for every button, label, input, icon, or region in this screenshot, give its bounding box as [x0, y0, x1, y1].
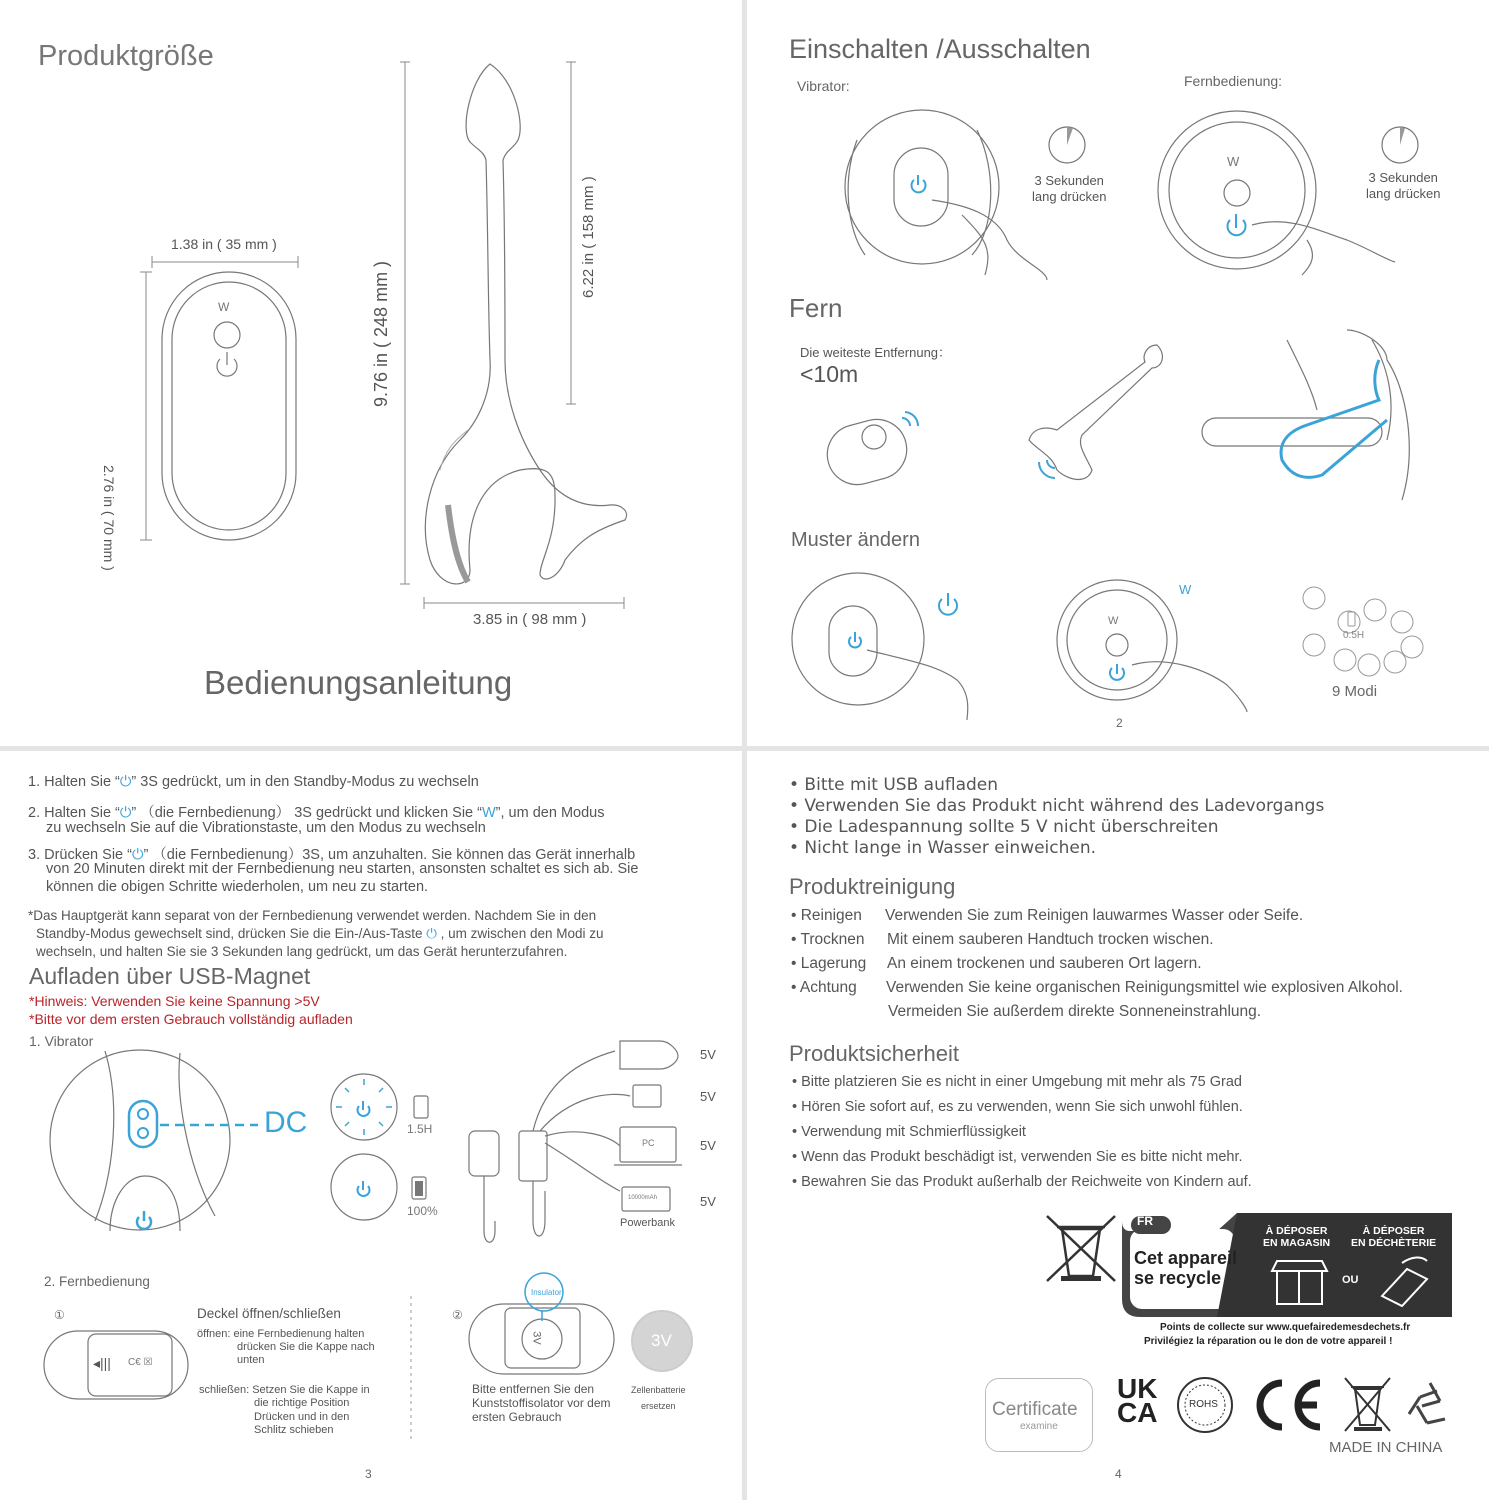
- modes-label: 9 Modi: [1332, 683, 1378, 700]
- manual-title: Bedienungsanleitung: [204, 664, 513, 701]
- page-number: 4: [1115, 1467, 1122, 1481]
- close-instructions: [199, 1384, 370, 1437]
- hold-line2: lang drücken: [1032, 189, 1107, 204]
- step1-text: 1. Halten Sie “: [28, 774, 120, 790]
- note-3: wechseln, und halten Sie sie 3 Sekunden lang gedrückt, um das Gerät herunterzufahren.: [36, 944, 568, 959]
- dim-height-label: 2.76 in ( 70 mm ): [101, 465, 117, 571]
- distance-value: <10m: [800, 361, 859, 387]
- note2b-text: , um zwischen den Modi zu: [440, 926, 604, 941]
- modes-timer: 0.5H: [1343, 630, 1365, 641]
- recycle-line1: Cet appareil: [1134, 1248, 1238, 1268]
- deposit-store-line2: EN MAGASIN: [1263, 1237, 1331, 1249]
- certificate-text: Certificate: [992, 1399, 1078, 1420]
- hold-line1: 3 Sekunden: [1368, 170, 1438, 185]
- mode-w-icon: W: [481, 805, 496, 821]
- open-line3: unten: [237, 1354, 265, 1366]
- safety-item: • Hören Sie sofort auf, es zu verwenden, wenn Sie sich unwohl fühlen.: [792, 1099, 1243, 1115]
- dc-label: DC: [264, 1106, 308, 1139]
- product-size-title: Produktgröße: [38, 40, 214, 72]
- cell-battery-text: [631, 1382, 686, 1414]
- clean-key: • Achtung: [791, 979, 857, 996]
- ce-mark-icon: C€ ☒: [128, 1357, 153, 1368]
- power-illustrations: [747, 0, 1489, 746]
- safety-item: • Verwendung mit Schmierflüssigkeit: [792, 1124, 1026, 1140]
- ukca-mark: [1117, 1373, 1158, 1428]
- collect-line2: Privilégiez la réparation ou le don de votre appareil !: [1144, 1336, 1393, 1347]
- sub-vibrator: 1. Vibrator: [29, 1033, 94, 1049]
- deposit-waste-line2: EN DÉCHÈTERIE: [1351, 1237, 1437, 1249]
- ukca-line2: CA: [1117, 1397, 1158, 1428]
- voltage-3: 5V: [700, 1138, 716, 1153]
- clean-key: • Lagerung: [791, 955, 867, 972]
- remove-line2: Kunststoffisolator vor dem: [472, 1396, 611, 1410]
- page-number: 2: [1116, 716, 1123, 730]
- remove-line1: Bitte entfernen Sie den: [472, 1382, 595, 1396]
- battery-3v-inner: 3V: [530, 1331, 543, 1345]
- charge-full: 100%: [407, 1204, 438, 1218]
- clean-extra: Vermeiden Sie außerdem direkte Sonneneinstrahlung.: [888, 1003, 1262, 1020]
- powerbank-label: Powerbank: [620, 1217, 676, 1229]
- insulator-label: Insulator: [531, 1288, 562, 1297]
- clean-value: Mit einem sauberen Handtuch trocken wischen.: [887, 931, 1214, 948]
- step2a-text: 2. Halten Sie “: [28, 805, 120, 821]
- certificate-badge: [985, 1378, 1093, 1452]
- deposit-waste-line1: À DÉPOSER: [1362, 1225, 1425, 1237]
- remote-title: Fern: [789, 293, 843, 323]
- power-title: Einschalten /Ausschalten: [789, 34, 1091, 64]
- step1b-text: ” 3S gedrückt, um in den Standby-Modus zu wechseln: [131, 774, 479, 790]
- hold-line2: lang drücken: [1366, 186, 1441, 201]
- hold-line1: 3 Sekunden: [1034, 173, 1104, 188]
- usb-note: • Nicht lange in Wasser einweichen.: [789, 838, 1097, 858]
- charge-time: 1.5H: [407, 1122, 433, 1136]
- power-icon: ⏻: [131, 847, 144, 863]
- cover-title: Deckel öffnen/schließen: [197, 1306, 341, 1321]
- note-1: *Das Hauptgerät kann separat von der Fernbedienung verwendet werden. Nachdem Sie in den: [28, 908, 597, 923]
- note2a-text: Standby-Modus gewechselt sind, drücken Sie die Ein-/Aus-Taste: [36, 926, 423, 941]
- step-3-cont2: können die obigen Schritte wiederholen, um neu zu starten.: [46, 879, 429, 895]
- close-line3: Drücken und in den: [254, 1410, 350, 1423]
- usb-note: • Verwenden Sie das Produkt nicht während des Ladevorgangs: [789, 796, 1325, 816]
- svg-text:W: W: [218, 300, 230, 314]
- svg-text:W: W: [1179, 582, 1192, 597]
- open-line2: drücken Sie die Kappe nach: [237, 1341, 375, 1353]
- step2b-text: ” （die Fernbedienung） 3S gedrückt und klicken Sie “: [131, 805, 482, 821]
- clean-key: • Trocknen: [791, 931, 865, 948]
- sub-remote: 2. Fernbedienung: [44, 1274, 150, 1289]
- power-icon: ⏻: [119, 805, 132, 821]
- powerbank-capacity: 10000mAh: [628, 1195, 658, 1201]
- remote-label: Fernbediеnung:: [1184, 73, 1283, 89]
- distance-label: Die weiteste Entfernung：: [800, 345, 952, 360]
- cell-line1: Zellenbatterie: [631, 1385, 686, 1395]
- open-line1: öffnen: eine Fernbedienung halten: [197, 1328, 365, 1340]
- deposit-waste: [1351, 1225, 1436, 1249]
- pc-label: PC: [642, 1138, 655, 1148]
- page-power-remote-pattern: [747, 0, 1489, 746]
- deposit-store: [1263, 1225, 1330, 1249]
- svg-text:W: W: [1108, 615, 1119, 627]
- dim-width-label: 1.38 in ( 35 mm ): [171, 236, 277, 252]
- page-number: 3: [365, 1467, 372, 1481]
- warning-full-charge: *Bitte vor dem ersten Gebrauch vollständig aufladen: [29, 1011, 353, 1027]
- safety-title: Produktsicherheit: [789, 1041, 959, 1066]
- usb-note: • Die Ladespannung sollte 5 V nicht überschreiten: [789, 817, 1219, 837]
- safety-item: • Wenn das Produkt beschädigt ist, verwenden Sie es bitte nicht mehr.: [792, 1149, 1243, 1165]
- step2c-text: ”, um den Modus: [495, 805, 605, 821]
- deposit-store-line1: À DÉPOSER: [1265, 1225, 1328, 1237]
- cell-line2: ersetzen: [641, 1401, 676, 1411]
- page-instructions-charging: [0, 751, 742, 1500]
- pattern-title: Muster ändern: [791, 529, 920, 551]
- clean-value: Verwenden Sie zum Reinigen lauwarmes Wasser oder Seife.: [885, 907, 1304, 924]
- clean-key: • Reinigen: [791, 907, 862, 924]
- close-line2: die richtige Position: [254, 1397, 350, 1410]
- or-label: OU: [1342, 1274, 1359, 1286]
- step-3-cont1: von 20 Minuten direkt mit der Fernbedienung neu starten, ansonsten schaltet es sich ab. Sie: [46, 861, 639, 877]
- safety-item: • Bewahren Sie das Produkt außerhalb der Reichweite von Kindern auf.: [792, 1174, 1252, 1190]
- ukca-line1: UK: [1117, 1373, 1158, 1404]
- clean-value: Verwenden Sie keine organischen Reinigungsmittel wie explosiven Alkohol.: [886, 979, 1403, 996]
- vibrator-hold-hint: [1032, 173, 1106, 205]
- made-in-china: MADE IN CHINA: [1329, 1439, 1443, 1456]
- recycle-text: [1134, 1248, 1237, 1288]
- step3a-text: 3. Drücken Sie “: [28, 847, 132, 863]
- dim-ring-label: 3.85 in ( 98 mm ): [473, 611, 587, 628]
- remote-hold-hint: [1366, 170, 1440, 202]
- safety-item: • Bitte platzieren Sie es nicht in einer Umgebung mit mehr als 75 Grad: [792, 1074, 1242, 1090]
- clean-value: An einem trockenen und sauberen Ort lagern.: [887, 955, 1202, 972]
- step3b-text: ” （die Fernbedienung）3S, um anzuhalten. Sie können das Gerät innerhalb: [143, 847, 636, 863]
- usb-note: • Bitte mit USB aufladen: [789, 775, 999, 795]
- warning-voltage: *Hinweis: Verwenden Sie keine Spannung >5V: [29, 993, 320, 1009]
- remove-line3: ersten Gebrauch: [472, 1410, 562, 1424]
- voltage-1: 5V: [700, 1047, 716, 1062]
- step-2-cont: zu wechseln Sie auf die Vibrationstaste, um den Modus zu wechseln: [46, 820, 486, 836]
- fr-badge: FR: [1137, 1214, 1153, 1228]
- collect-line1: Points de collecte sur www.quefairedemesdechets.fr: [1160, 1322, 1411, 1333]
- close-line1: schließen: Setzen Sie die Kappe in: [199, 1384, 370, 1396]
- recycle-line2: se recycle: [1134, 1268, 1222, 1288]
- power-icon: ⏻: [426, 926, 437, 941]
- page-product-size: [0, 0, 742, 746]
- circle-2: ②: [452, 1308, 463, 1322]
- close-line4: Schlitz schieben: [254, 1423, 334, 1436]
- charge-title: Aufladen über USB-Magnet: [29, 963, 311, 989]
- dim-total-label: 9.76 in ( 248 mm ): [371, 260, 391, 407]
- battery-3v: 3V: [651, 1331, 672, 1350]
- battery-slot-icon: ◂|||: [93, 1355, 111, 1371]
- svg-text:W: W: [1227, 154, 1240, 169]
- vibrator-label: Vibrator:: [797, 78, 850, 94]
- voltage-4: 5V: [700, 1194, 716, 1209]
- dim-shaft-label: 6.22 in ( 158 mm ): [580, 176, 597, 298]
- open-instructions: [197, 1328, 375, 1367]
- page-care-safety: [747, 751, 1489, 1500]
- voltage-2: 5V: [700, 1089, 716, 1104]
- circle-1: ①: [54, 1308, 65, 1322]
- certificate-sub: examine: [1020, 1421, 1058, 1432]
- remove-insulator-text: [472, 1382, 611, 1424]
- rohs-mark: ROHS: [1189, 1399, 1218, 1410]
- clean-title: Produktreinigung: [789, 874, 956, 899]
- power-icon: ⏻: [119, 774, 132, 790]
